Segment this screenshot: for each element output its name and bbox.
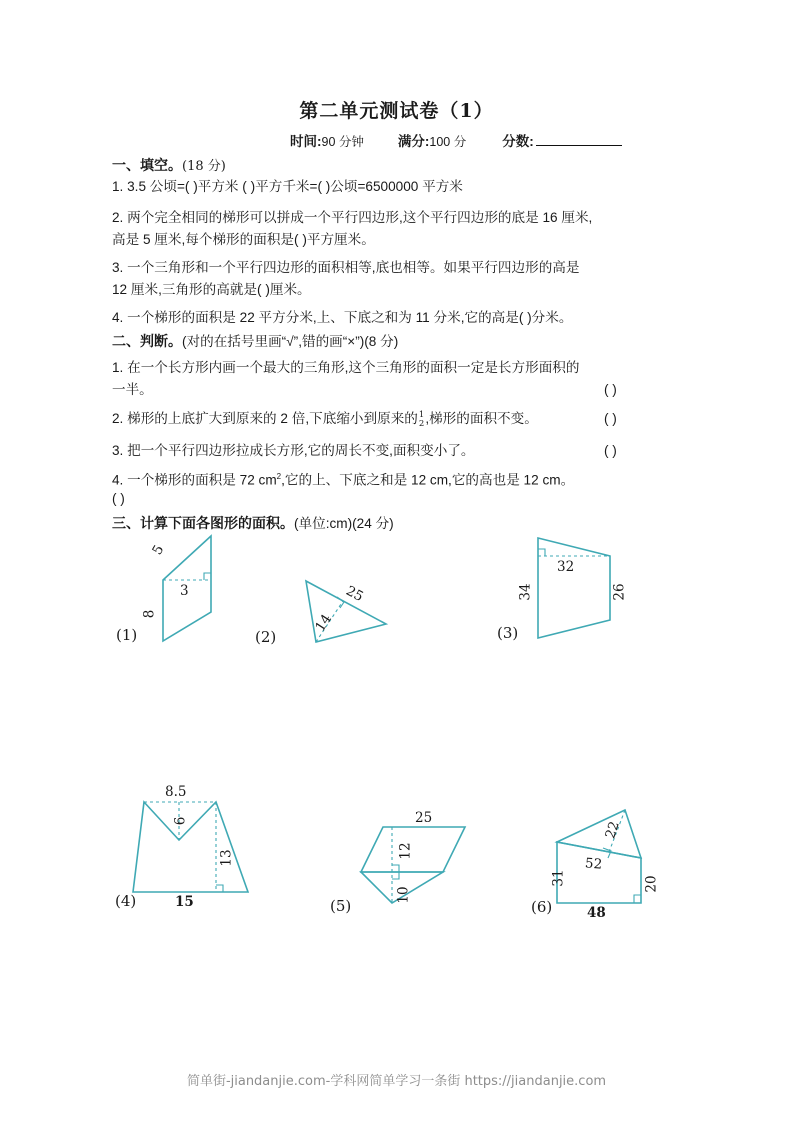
figure-3-label-height: 32 (557, 559, 575, 575)
figure-1-label-slant: 5 (149, 542, 168, 558)
figure-6-label-left-side: 31 (550, 869, 567, 887)
section-2-question-1-line-1: 1. 在一个长方形内画一个最大的三角形,这个三角形的面积一定是长方形面积的 (112, 360, 580, 375)
section-2-question-1-line-2-row (112, 379, 712, 400)
figure-6-drawing (535, 798, 700, 930)
score-label: 分数: (502, 134, 534, 149)
figure-1-index: (1) (116, 626, 138, 644)
fraction-numerator: 1 (418, 409, 425, 420)
figure-4 (115, 784, 288, 928)
total-score-label: 满分: (397, 134, 430, 149)
figure-5-label-top: 25 (415, 810, 433, 826)
section-2-question-2-text-b: ,梯形的面积不变。 (425, 411, 538, 426)
figure-2 (255, 560, 398, 660)
section-2-question-2-text-a: 2. 梯形的上底扩大到原来的 2 倍,下底缩小到原来的 (112, 411, 418, 426)
section-1-question-2-line-2: 高是 5 厘米,每个梯形的面积是( )平方厘米。 (112, 232, 375, 247)
section-2-question-2-answer-box[interactable]: ( ) (604, 411, 617, 426)
figure-6 (531, 798, 700, 930)
section-2-question-1-line-2: 一半。 (112, 382, 153, 397)
figure-4-label-top: 8.5 (165, 784, 187, 800)
section-2-heading-row (112, 331, 752, 352)
section-2-question-4-text-a: 4. 一个梯形的面积是 72 cm (112, 472, 277, 488)
figure-5-label-upper-height: 12 (397, 842, 414, 860)
figure-6-label-right-side: 20 (643, 875, 660, 893)
section-1-question-1: 1. 3.5 公顷=( )平方米 ( )平方千米=( )公顷=6500000 平方米 (112, 179, 463, 194)
figure-6-index: (6) (531, 898, 553, 916)
section-1-question-3-line-1: 3. 一个三角形和一个平行四边形的面积相等,底也相等。如果平行四边形的高是 (112, 260, 580, 275)
section-1-heading: 一、填空。 (112, 157, 182, 173)
square-unit-exponent: 2 (276, 472, 282, 481)
figure-3 (497, 526, 640, 651)
figure-4-index: (4) (115, 892, 137, 910)
time-label: 时间: (290, 134, 322, 149)
figure-1-label-height: 3 (180, 583, 189, 599)
section-1-points: (18 分) (182, 159, 226, 174)
section-1-question-4: 4. 一个梯形的面积是 22 平方分米,上、下底之和为 11 分米,它的高是( )分米。 (112, 310, 573, 325)
section-2-question-3: 3. 把一个平行四边形拉成长方形,它的周长不变,面积变小了。 (112, 443, 475, 458)
fraction-denominator: 2 (418, 418, 425, 429)
time-value: 90 分钟 (321, 135, 364, 149)
figure-4-label-bottom: 15 (175, 894, 194, 910)
figure-2-label-height: 14 (312, 611, 335, 635)
figure-6-label-triangle-height: 22 (602, 819, 623, 841)
figure-1-label-side: 8 (141, 609, 158, 619)
figure-4-label-height: 13 (218, 849, 235, 867)
section-1-question-2-line-1: 2. 两个完全相同的梯形可以拼成一个平行四边形,这个平行四边形的底是 16 厘米, (112, 210, 593, 225)
score-blank-line[interactable] (536, 131, 622, 146)
section-2-heading: 二、判断。 (112, 333, 182, 349)
figure-6-label-diagonal: 52 (584, 855, 603, 873)
section-2-question-4-answer-box[interactable]: ( ) (112, 491, 125, 506)
figure-3-label-base-long: 34 (517, 583, 534, 601)
site-footer: 简单街-jiandanjie.com-学科网简单学习一条街 https://jiandanjie.com (186, 1074, 607, 1089)
figure-4-drawing (118, 788, 288, 928)
section-3-points: (24 分) (352, 516, 394, 531)
figure-2-drawing (258, 560, 398, 660)
section-2-question-3-answer-box[interactable]: ( ) (604, 443, 617, 458)
total-score-value: 100 分 (429, 135, 467, 149)
exam-meta-row (290, 130, 710, 150)
figure-5 (330, 805, 495, 930)
section-3-heading: 三、计算下面各图形的面积。 (112, 515, 294, 531)
section-2-question-2-row (112, 408, 632, 429)
figure-6-label-bottom: 48 (587, 905, 606, 921)
section-2-question-4-text-b: ,它的上、下底之和是 12 cm,它的高也是 12 cm。 (281, 472, 575, 488)
figure-3-label-base-short: 26 (611, 583, 628, 601)
figure-3-index: (3) (497, 624, 519, 642)
figure-5-index: (5) (330, 897, 352, 915)
figure-4-label-notch: 6 (172, 816, 189, 826)
figure-2-index: (2) (255, 628, 277, 646)
section-3-unit: (单位:cm) (294, 516, 353, 531)
figure-1 (118, 528, 248, 648)
figure-2-label-base: 25 (343, 582, 366, 606)
section-2-question-1-answer-box[interactable]: ( ) (604, 382, 617, 397)
section-2-question-4-line-1 (112, 466, 772, 491)
figure-5-label-lower-height: 10 (395, 886, 412, 904)
section-2-instruction: (对的在括号里画“√”,错的画“×”)(8 分) (182, 334, 399, 349)
section-1-heading-row (112, 155, 712, 177)
fraction-one-half (419, 411, 424, 429)
section-1-question-3-line-2: 12 厘米,三角形的高就是( )厘米。 (112, 282, 311, 297)
page-title: 第二单元测试卷（1） (299, 100, 494, 122)
